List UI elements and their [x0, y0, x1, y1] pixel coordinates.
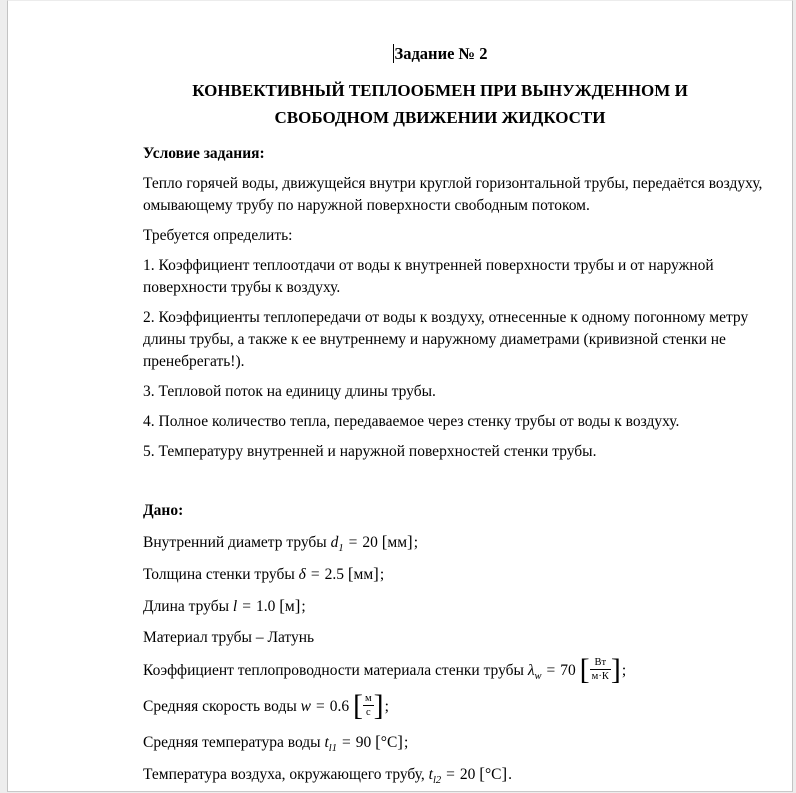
- value: 2.5: [324, 566, 344, 583]
- task-item-1[interactable]: 1. Коэффициент теплоотдачи от воды к внутренней поверхности трубы и от наружной поверхности трубы к воздуху.: [143, 257, 714, 296]
- equals-sign: =: [546, 662, 556, 680]
- document-page[interactable]: [7, 0, 793, 792]
- given-line-inner-diameter[interactable]: [143, 531, 779, 554]
- given-text: Толщина стенки трубы: [143, 566, 295, 583]
- given-text: Длина трубы: [143, 598, 230, 615]
- section-gap: [143, 471, 779, 491]
- formula-l: [233, 598, 306, 615]
- variable-subscript: l1: [328, 742, 337, 754]
- heading-line-2: СВОБОДНОМ ДВИЖЕНИИ ЖИДКОСТИ: [274, 108, 606, 127]
- variable: δ: [298, 566, 306, 583]
- given-line-water-temperature[interactable]: [143, 731, 779, 754]
- equals-sign: =: [310, 566, 320, 583]
- equals-sign: =: [341, 733, 351, 751]
- unit-bracket-close: ]: [294, 596, 301, 615]
- given-line-air-temperature[interactable]: [143, 763, 779, 786]
- punctuation: ;: [379, 566, 385, 583]
- text-cursor: [393, 44, 394, 63]
- unit-bracket-open: [: [352, 688, 363, 722]
- variable-subscript: l2: [432, 774, 442, 786]
- punctuation: .: [508, 765, 513, 783]
- given-line-pipe-length[interactable]: [143, 595, 779, 618]
- unit-bracket-close: ]: [397, 731, 403, 751]
- unit-denominator: м·К: [591, 671, 609, 683]
- condition-paragraph[interactable]: Тепло горячей воды, движущейся внутри круглой горизонтальной трубы, передаётся воздуху, омывающему трубу по наружной поверхности свободным потоком.: [143, 175, 763, 214]
- unit-bracket-open: [: [479, 763, 485, 783]
- unit-bracket-close: ]: [501, 763, 508, 783]
- given-text: Внутренний диаметр трубы: [143, 534, 327, 551]
- unit-bracket-open: [: [279, 596, 285, 615]
- task-item-2[interactable]: 2. Коэффициенты теплопередачи от воды к воздуху, отнесенные к одному погонному метру длины трубы, а также к ее внутреннему и наружному диаметрами (кривизной стенки не пренебрегать!).: [143, 309, 749, 370]
- given-text: Средняя скорость воды: [143, 698, 297, 716]
- formula-w: [300, 688, 389, 722]
- task-title[interactable]: [143, 43, 779, 65]
- task-item-4[interactable]: 4. Полное количество тепла, передаваемое через стенку трубы от воды к воздуху.: [143, 413, 680, 430]
- document-content: [143, 43, 779, 786]
- given-text: Коэффициент теплопроводности материала стенки трубы: [143, 662, 524, 680]
- given-line-conductivity[interactable]: [143, 652, 779, 686]
- equals-sign: =: [446, 765, 455, 783]
- variable: t: [324, 733, 329, 751]
- punctuation: ;: [413, 534, 419, 551]
- formula-lambda: [527, 652, 627, 686]
- unit-fraction: [590, 656, 611, 683]
- punctuation: ;: [384, 698, 389, 716]
- unit-numerator: м: [363, 692, 374, 706]
- variable: w: [300, 698, 311, 716]
- value: 20: [459, 765, 476, 783]
- given-section: [143, 500, 779, 786]
- unit-bracket-close: ]: [373, 564, 379, 583]
- unit-denominator: с: [365, 707, 371, 719]
- punctuation: ;: [301, 598, 306, 615]
- value: 70: [560, 662, 576, 680]
- value: 0.6: [329, 698, 350, 716]
- formula-delta: [299, 566, 385, 583]
- given-line-wall-thickness[interactable]: [143, 563, 779, 586]
- unit: мм: [387, 534, 408, 551]
- unit-bracket-close: ]: [610, 652, 621, 686]
- value: 90: [355, 733, 372, 751]
- punctuation: ;: [403, 733, 409, 751]
- given-text: Средняя температура воды: [143, 733, 321, 751]
- condition-label[interactable]: Условие задания:: [143, 145, 265, 162]
- variable: λ: [527, 662, 535, 680]
- unit-bracket-close: ]: [373, 688, 384, 722]
- unit: м: [284, 598, 295, 615]
- given-label[interactable]: Дано:: [143, 502, 184, 519]
- unit-numerator: Вт: [590, 656, 611, 670]
- formula-t1: [324, 731, 409, 754]
- unit-bracket-open: [: [347, 564, 354, 583]
- unit-bracket-open: [: [375, 731, 381, 751]
- formula-t2: [428, 763, 513, 786]
- variable-subscript: w: [534, 671, 542, 683]
- value: 20: [362, 534, 378, 551]
- unit-bracket-close: ]: [407, 532, 413, 551]
- task-title-text: Задание № 2: [394, 44, 488, 63]
- given-line-water-velocity[interactable]: [143, 688, 779, 722]
- equals-sign: =: [315, 698, 325, 716]
- formula-d1: [330, 532, 419, 555]
- variable-subscript: 1: [338, 543, 344, 555]
- punctuation: ;: [621, 662, 627, 680]
- equals-sign: =: [242, 598, 251, 615]
- document-heading[interactable]: [143, 77, 779, 131]
- unit-bracket-open: [: [579, 652, 590, 686]
- given-line-material[interactable]: Материал трубы – Латунь: [143, 629, 315, 646]
- unit: °C: [484, 765, 502, 783]
- variable: l: [232, 598, 238, 615]
- require-label[interactable]: Требуется определить:: [143, 227, 293, 244]
- unit: °C: [380, 733, 398, 751]
- task-item-5[interactable]: 5. Температуру внутренней и наружной поверхностей стенки трубы.: [143, 443, 597, 460]
- unit-fraction: [363, 692, 374, 719]
- equals-sign: =: [348, 534, 358, 551]
- unit: мм: [353, 566, 374, 583]
- given-text: Температура воздуха, окружающего трубу,: [143, 765, 425, 783]
- unit-bracket-open: [: [381, 532, 388, 551]
- heading-line-1: КОНВЕКТИВНЫЙ ТЕПЛООБМЕН ПРИ ВЫНУЖДЕННОМ И: [192, 81, 688, 100]
- value: 1.0: [255, 598, 276, 615]
- variable: d: [330, 534, 339, 551]
- task-item-3[interactable]: 3. Тепловой поток на единицу длины трубы.: [143, 383, 436, 400]
- variable: t: [428, 765, 433, 783]
